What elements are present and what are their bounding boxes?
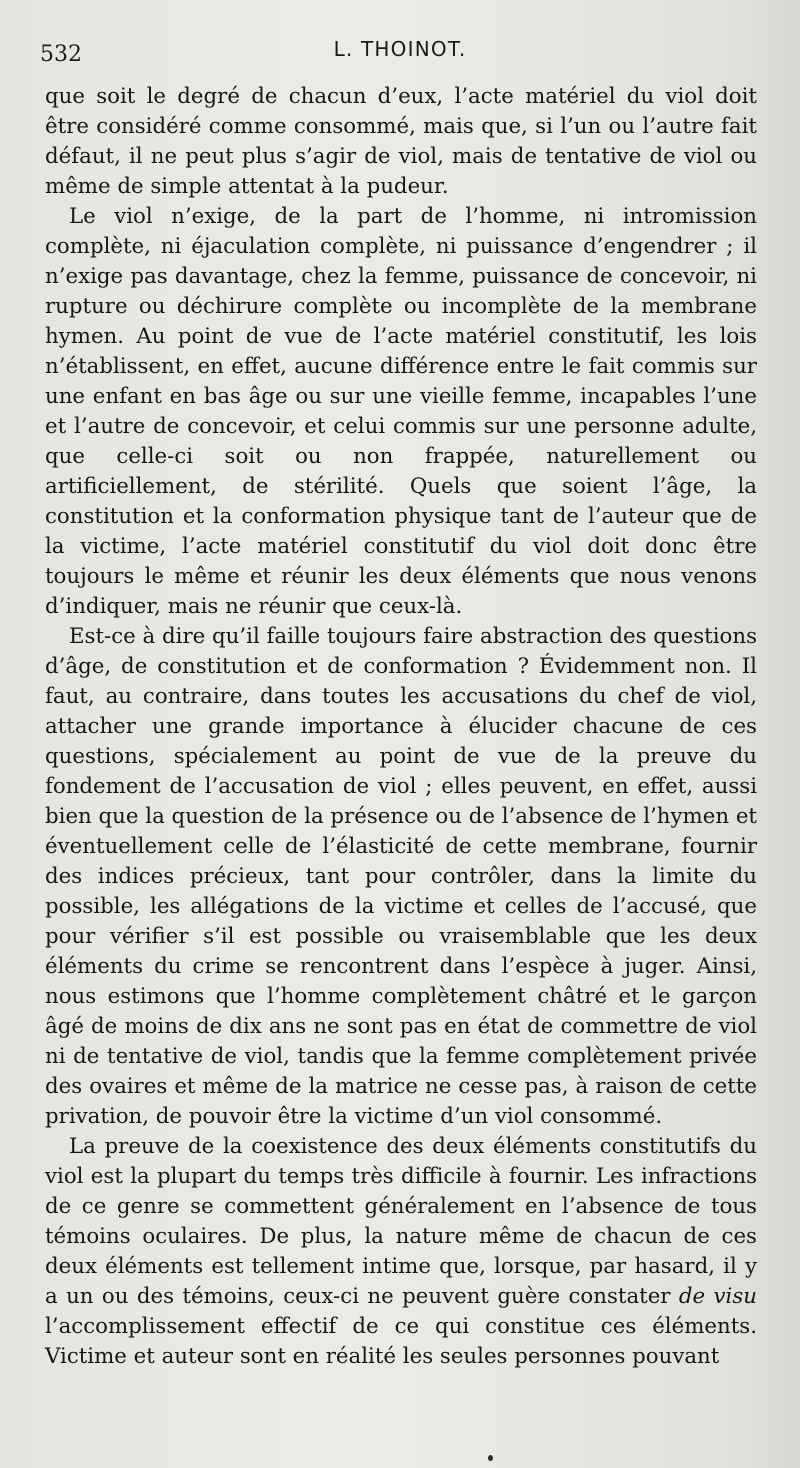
body-text xyxy=(45,82,757,1372)
print-mark xyxy=(488,1455,493,1461)
page-header xyxy=(40,34,760,74)
paragraph-2: Le viol n’exige, de la part de l’homme, ni intromission complète, ni éjaculation complète, ni puissance d’engendrer ; il n’exige pas davantage, chez la femme, puissance de concevoir, ni rupture ou déchirure complète ou incomplète de la membrane hymen. Au point de vue de l’acte matériel constitutif, les lois n’établissent, en effet, aucune différence entre le fait commis sur une enfant en bas âge ou sur une vieille femme, incapables l’une et l’autre de concevoir, et celui commis sur une personne adulte, que celle-ci soit ou non frappée, naturellement ou artificiellement, de stérilité. Quels que soient l’âge, la constitution et la conformation physique tant de l’auteur que de la victime, l’acte matériel constitutif du viol doit donc être toujours le même et réunir les deux éléments que nous venons d’indiquer, mais ne réunir que ceux-là. xyxy=(45,204,757,619)
paragraph-4-text-end: l’accomplissement effectif de ce qui constitue ces éléments. Victime et auteur sont en réalité les seules personnes pouvant xyxy=(45,1314,757,1369)
paragraph-1: que soit le degré de chacun d’eux, l’acte matériel du viol doit être considéré comme consommé, mais que, si l’un ou l’autre fait défaut, il ne peut plus s’agir de viol, mais de tentative de viol ou même de simple attentat à la pudeur. xyxy=(45,84,757,199)
paragraph-4 xyxy=(45,1132,757,1372)
paragraph-4-text-start: La preuve de la coexistence des deux éléments constitutifs du viol est la plupart du temps très difficile à fournir. Les infractions de ce genre se commettent généralement en l’absence de tous témoins oculaires. De plus, la nature même de chacun de ces deux éléments est tellement intime que, lorsque, par hasard, il y a un ou des témoins, ceux-ci ne peuvent guère constater xyxy=(45,1134,757,1309)
page-number: 532 xyxy=(40,42,82,67)
paragraph-4-italic: de visu xyxy=(678,1284,757,1309)
running-head: L. THOINOT. xyxy=(333,37,467,61)
paragraph-3: Est-ce à dire qu’il faille toujours faire abstraction des questions d’âge, de constitution et de conformation ? Évidemment non. Il faut, au contraire, dans toutes les accusations du chef de viol, attacher une grande importance à élucider chacune de ces questions, spécialement au point de vue de la preuve du fondement de l’accusation de viol ; elles peuvent, en effet, aussi bien que la question de la présence ou de l’absence de l’hymen et éventuellement celle de l’élasticité de cette membrane, fournir des indices précieux, tant pour contrôler, dans la limite du possible, les allégations de la victime et celles de l’accusé, que pour vérifier s’il est possible ou vraisemblable que les deux éléments du crime se rencontrent dans l’espèce à juger. Ainsi, nous estimons que l’homme complètement châtré et le garçon âgé de moins de dix ans ne sont pas en état de commettre de viol ni de tentative de viol, tandis que la femme complètement privée des ovaires et même de la matrice ne cesse pas, à raison de cette privation, de pouvoir être la victime d’un viol consommé. xyxy=(45,624,757,1129)
